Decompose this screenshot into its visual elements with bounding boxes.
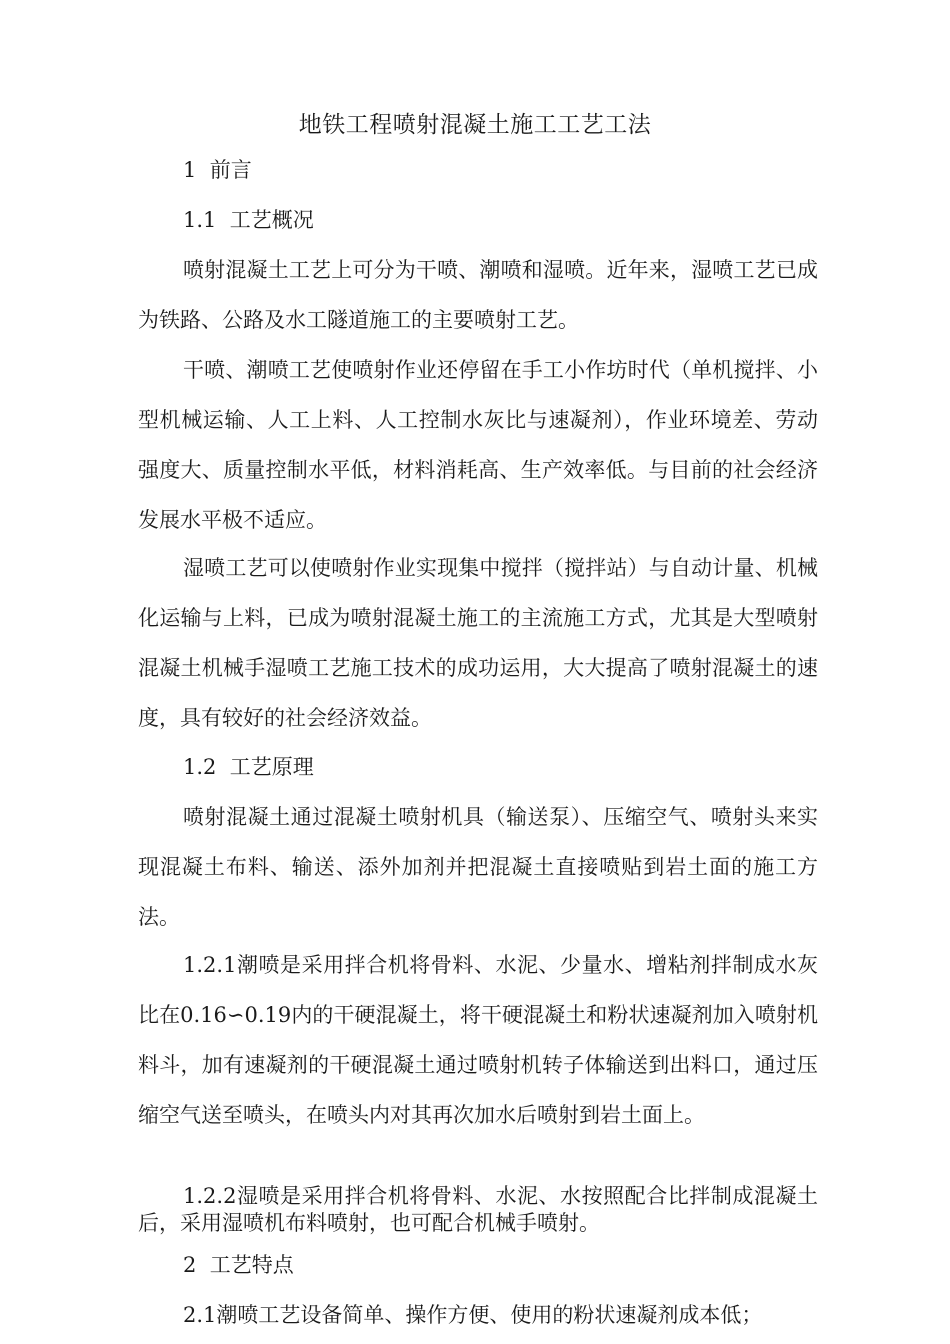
paragraph-principle: 喷射混凝土通过混凝土喷射机具（输送泵）、压缩空气、喷射头来实现混凝土布料、输送、添外加剂并把混凝土直接喷贴到岩土面的施工方法。	[138, 805, 818, 929]
document-title: 地铁工程喷射混凝土施工工艺工法	[298, 112, 652, 138]
paragraph-1-2-2: 1.2.2湿喷是采用拌合机将骨料、水泥、水按照配合比拌制成混凝土后，采用湿喷机布料喷射，也可配合机械手喷射。	[138, 1184, 818, 1235]
paragraph-dry-spray: 干喷、潮喷工艺使喷射作业还停留在手工小作坊时代（单机搅拌、小型机械运输、人工上料、人工控制水灰比与速凝剂），作业环境差、劳动强度大、质量控制水平低，材料消耗高、生产效率低。与目前的社会经济发展水平极不适应。	[138, 358, 818, 532]
section-heading-2: 2 工艺特点	[183, 1253, 294, 1277]
paragraph-2-1: 2.1潮喷工艺设备简单、操作方便、使用的粉状速凝剂成本低；	[183, 1303, 763, 1327]
section-heading-1: 1 前言	[183, 158, 252, 182]
section-heading-1-1: 1.1 工艺概况	[183, 208, 314, 232]
paragraph-1-2-1: 1.2.1潮喷是采用拌合机将骨料、水泥、少量水、增粘剂拌制成水灰比在0.16∽0.19内的干硬混凝土，将干硬混凝土和粉状速凝剂加入喷射机料斗，加有速凝剂的干硬混凝土通过喷射机转子体输送到出料口，通过压缩空气送至喷头，在喷头内对其再次加水后喷射到岩土面上。	[138, 953, 818, 1127]
paragraph-overview: 喷射混凝土工艺上可分为干喷、潮喷和湿喷。近年来，湿喷工艺已成为铁路、公路及水工隧道施工的主要喷射工艺。	[138, 258, 818, 332]
section-heading-1-2: 1.2 工艺原理	[183, 755, 314, 779]
paragraph-wet-spray: 湿喷工艺可以使喷射作业实现集中搅拌（搅拌站）与自动计量、机械化运输与上料，已成为喷射混凝土施工的主流施工方式，尤其是大型喷射混凝土机械手湿喷工艺施工技术的成功运用，大大提高了喷射混凝土的速度，具有较好的社会经济效益。	[138, 556, 818, 730]
